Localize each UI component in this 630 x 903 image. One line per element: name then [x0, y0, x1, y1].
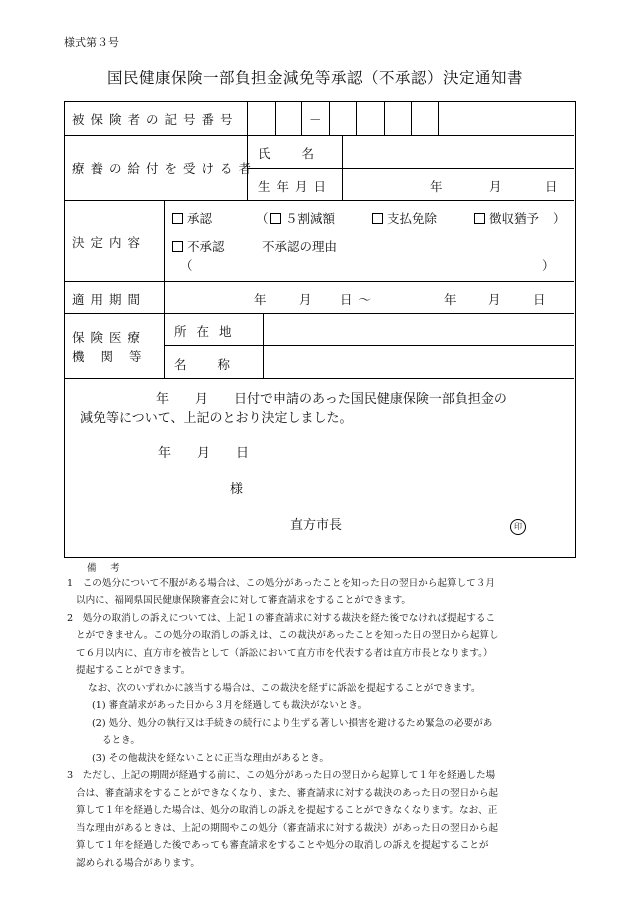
notice-line-1: 年 月 日付で申請のあった国民健康保険一部負担金の: [156, 392, 507, 407]
close-paren: ）: [553, 211, 566, 226]
remark-line: 合は、審査請求をすることができなくなり、また、審査請求に対する裁決のあった日の翌日から起: [76, 788, 499, 799]
reason-close-paren: ）: [542, 258, 555, 273]
reduce-50-checkbox[interactable]: [270, 213, 281, 224]
remark-line: るとき。: [102, 735, 140, 746]
period-day-start: 日～: [340, 292, 378, 307]
reject-reason-label: 不承認の理由: [262, 239, 338, 254]
remark-line: (2) 処分、処分の執行又は手続きの続行により生ずる著しい損害を避けるため緊急の必要があ: [92, 718, 493, 729]
number-dash: －: [309, 112, 322, 127]
remark-line: 当な理由があるときは、上記の期間やこの処分（審査請求に対する裁決）があった日の翌日から起: [76, 823, 499, 834]
period-year-start: 年: [254, 292, 267, 307]
remark-line: なお、次のいずれかに該当する場合は、この裁決を経ずに訴訟を提起することができます。: [88, 683, 481, 694]
remark-line: 提起することができます。: [76, 665, 191, 676]
remark-line: て６月以内に、直方市を被告として（訴訟において直方市を代表する者は直方市長となります。）: [76, 648, 493, 659]
exempt-option[interactable]: 支払免除: [372, 209, 437, 227]
remark-line: 2 処分の取消しの訴えについては、上記１の審査請求に対する裁決を経た後でなければ提起するこ: [67, 613, 496, 624]
institution-label-2: 機関等: [72, 349, 158, 364]
remark-line: (3) その他裁決を経ないことに正当な理由があるとき。: [92, 753, 329, 764]
document-title: 国民健康保険一部負担金減免等承認（不承認）決定通知書: [106, 69, 523, 87]
remark-line: 1 この処分について不服がある場合は、この処分があったことを知った日の翌日から起算して３月: [67, 578, 495, 589]
recipient-label: 療養の給付を受ける者: [72, 161, 258, 176]
period-day-end: 日: [533, 292, 546, 307]
address-label: 所在地: [174, 324, 242, 339]
addressee-suffix: 様: [230, 482, 244, 497]
remark-line: 算して１年を経過した場合は、処分の取消しの訴えを提起することができなくなります。なお、正: [76, 805, 498, 816]
notice-date: 年 月 日: [158, 446, 250, 461]
reduce-50-option[interactable]: ５割減額: [270, 209, 335, 227]
seal-icon: 印: [510, 519, 526, 535]
remark-line: とができません。この処分の取消しの訴えは、この裁決があったことを知った日の翌日から起算し: [76, 630, 499, 641]
name-label: 氏 名: [258, 146, 317, 161]
notice-line-2: 減免等について、上記のとおり決定しました。: [80, 411, 353, 426]
period-month-end: 月: [488, 292, 501, 307]
dob-year: 年: [430, 179, 443, 194]
open-paren: （: [256, 211, 269, 226]
institution-name-label: 名 称: [174, 357, 233, 372]
approve-option[interactable]: 承認: [172, 209, 212, 227]
period-year-end: 年: [444, 292, 457, 307]
insured-number-label: 被保険者の記号番号: [72, 112, 239, 127]
remark-line: 以内に、福岡県国民健康保険審査会に対して審査請求をすることができます。: [76, 595, 412, 606]
remark-line: (1) 審査請求があった日から３月を経過しても裁決がないとき。: [92, 700, 368, 711]
period-month-start: 月: [299, 292, 312, 307]
remark-line: 算して１年を経過した後であっても審査請求をすることや処分の取消しの訴えを提起することが: [76, 840, 489, 851]
dob-month: 月: [489, 179, 502, 194]
dob-label: 生年月日: [258, 179, 333, 194]
exempt-checkbox[interactable]: [372, 213, 383, 224]
dob-day: 日: [545, 179, 558, 194]
defer-checkbox[interactable]: [474, 213, 485, 224]
reject-option[interactable]: 不承認: [172, 237, 225, 255]
reject-checkbox[interactable]: [172, 241, 183, 252]
remarks-heading: 備 考: [87, 563, 122, 574]
issuer: 直方市長: [290, 518, 343, 533]
approve-checkbox[interactable]: [172, 213, 183, 224]
institution-label-1: 保険医療: [72, 330, 147, 345]
defer-option[interactable]: 徴収猶予: [474, 209, 539, 227]
decision-label: 決定内容: [72, 235, 147, 250]
remark-line: 3 ただし、上記の期間が経過する前に、この処分があった日の翌日から起算して１年を経過した場: [67, 770, 496, 781]
form-number: 様式第３号: [64, 36, 119, 49]
period-label: 適用期間: [72, 292, 147, 307]
seal-mark: [510, 514, 526, 535]
reason-open-paren: （: [180, 258, 193, 273]
remark-line: 認められる場合があります。: [76, 858, 200, 869]
